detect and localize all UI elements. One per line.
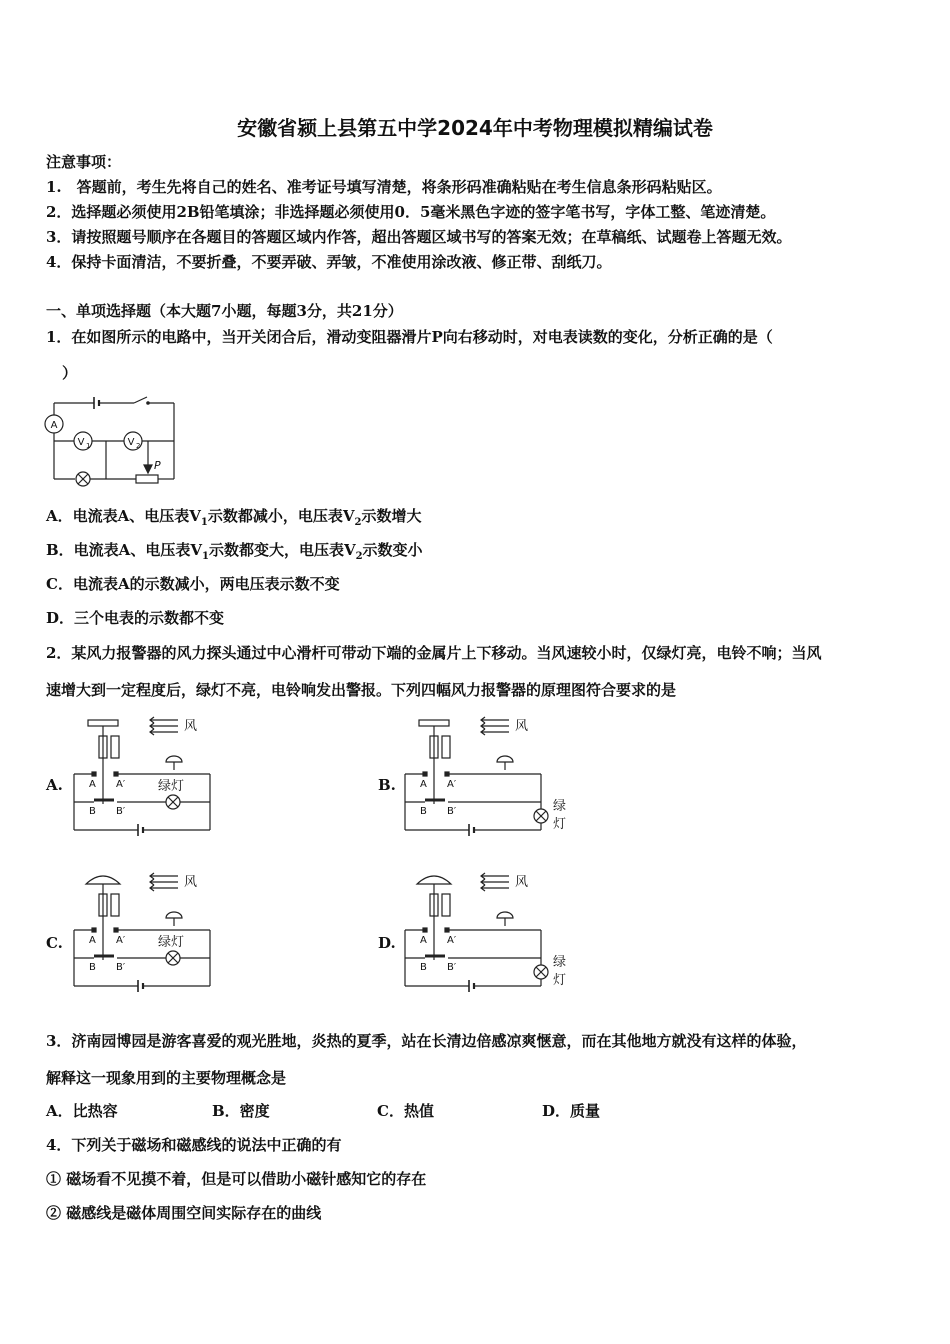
svg-text:绿灯: 绿灯 — [158, 779, 185, 794]
svg-text:风: 风 — [515, 719, 529, 734]
svg-text:B: B — [420, 806, 427, 817]
svg-text:风: 风 — [515, 875, 529, 890]
svg-text:风: 风 — [184, 875, 198, 890]
svg-text:B: B — [420, 962, 427, 973]
q1-circuit-diagram — [44, 393, 184, 489]
notice-item: 1. 答题前，考生先将自己的姓名、准考证号填写清楚，将条形码准确粘贴在考生信息条形码粘贴区。 — [46, 178, 722, 196]
svg-text:灯: 灯 — [553, 817, 567, 832]
q4-stem: 4．下列关于磁场和磁感线的说法中正确的有 — [46, 1136, 342, 1154]
svg-text:B′: B′ — [116, 806, 126, 817]
svg-text:灯: 灯 — [553, 973, 567, 988]
q2-stem: 速增大到一定程度后，绿灯不亮，电铃响发出警报。下列四幅风力报警器的原理图符合要求的是 — [46, 681, 677, 699]
notice-item: 2．选择题必须使用2B铅笔填涂；非选择题必须使用0．5毫米黑色字迹的签字笔书写，字体工整、笔迹清楚。 — [46, 203, 776, 221]
q2-stem: 2．某风力报警器的风力探头通过中心滑杆可带动下端的金属片上下移动。当风速较小时，仅绿灯亮，电铃不响；当风 — [46, 644, 822, 662]
q2-option-a-label: A. — [46, 776, 63, 794]
svg-text:2: 2 — [136, 442, 141, 450]
q1-option-c: C．电流表A的示数减小，两电压表示数不变 — [46, 575, 340, 593]
svg-text:B′: B′ — [116, 962, 126, 973]
q4-item: ① 磁场看不见摸不着，但是可以借助小磁针感知它的存在 — [46, 1170, 427, 1188]
q3-stem: 3．济南园博园是游客喜爱的观光胜地，炎热的夏季，站在长清边倍感凉爽惬意，而在其他地方就没有这样的体验， — [46, 1032, 807, 1050]
svg-text:1: 1 — [86, 442, 91, 450]
notice-heading: 注意事项： — [46, 153, 122, 171]
svg-text:B: B — [89, 806, 96, 817]
q2-figure-d — [403, 868, 573, 1000]
svg-text:A: A — [50, 420, 58, 431]
svg-text:A′: A′ — [116, 935, 126, 946]
q2-option-c-label: C. — [46, 934, 63, 952]
q2-option-b-label: B. — [378, 776, 396, 794]
svg-text:绿灯: 绿灯 — [158, 935, 185, 950]
svg-text:A: A — [420, 779, 427, 790]
q1-option-d: D．三个电表的示数都不变 — [46, 609, 225, 627]
svg-text:A′: A′ — [447, 935, 457, 946]
q2-option-d-label: D. — [378, 934, 396, 952]
q3-stem: 解释这一现象用到的主要物理概念是 — [46, 1069, 287, 1087]
svg-text:绿: 绿 — [553, 955, 567, 970]
svg-text:B′: B′ — [447, 962, 457, 973]
q2-figure-c — [72, 868, 217, 1000]
svg-text:V: V — [127, 437, 135, 448]
q3-option-d: D．质量 — [542, 1102, 601, 1120]
q2-figure-a — [72, 712, 217, 844]
q1-option-a: A．电流表A、电压表$V_1$示数都减小，电压表$V_2$示数增大 — [46, 507, 422, 528]
page-title: 安徽省颍上县第五中学2024年中考物理模拟精编试卷 — [237, 116, 713, 140]
q1-stem: 1．在如图所示的电路中，当开关闭合后，滑动变阻器滑片P向右移动时，对电表读数的变化，分析正确的是（ — [46, 328, 773, 346]
svg-text:V: V — [77, 437, 85, 448]
q1-option-b: B．电流表A、电压表$V_1$示数都变大，电压表$V_2$示数变小 — [46, 541, 423, 562]
notice-item: 3．请按照题号顺序在各题目的答题区域内作答，超出答题区域书写的答案无效；在草稿纸、试题卷上答题无效。 — [46, 228, 792, 246]
svg-text:绿: 绿 — [553, 799, 567, 814]
svg-text:B: B — [89, 962, 96, 973]
svg-text:B′: B′ — [447, 806, 457, 817]
notice-item: 4．保持卡面清洁，不要折叠，不要弄破、弄皱，不准使用涂改液、修正带、刮纸刀。 — [46, 253, 612, 271]
svg-text:A: A — [89, 779, 96, 790]
svg-text:A′: A′ — [447, 779, 457, 790]
q3-option-b: B．密度 — [212, 1102, 270, 1120]
q3-option-c: C．热值 — [377, 1102, 434, 1120]
svg-text:风: 风 — [184, 719, 198, 734]
q3-option-a: A．比热容 — [46, 1102, 118, 1120]
svg-text:P: P — [154, 459, 161, 472]
svg-text:A: A — [89, 935, 96, 946]
q2-figure-b — [403, 712, 573, 844]
svg-text:A: A — [420, 935, 427, 946]
q4-item: ② 磁感线是磁体周围空间实际存在的曲线 — [46, 1204, 322, 1222]
svg-text:A′: A′ — [116, 779, 126, 790]
section-heading: 一、单项选择题（本大题7小题，每题3分，共21分） — [46, 302, 403, 320]
q1-stem-end: ） — [62, 364, 78, 382]
